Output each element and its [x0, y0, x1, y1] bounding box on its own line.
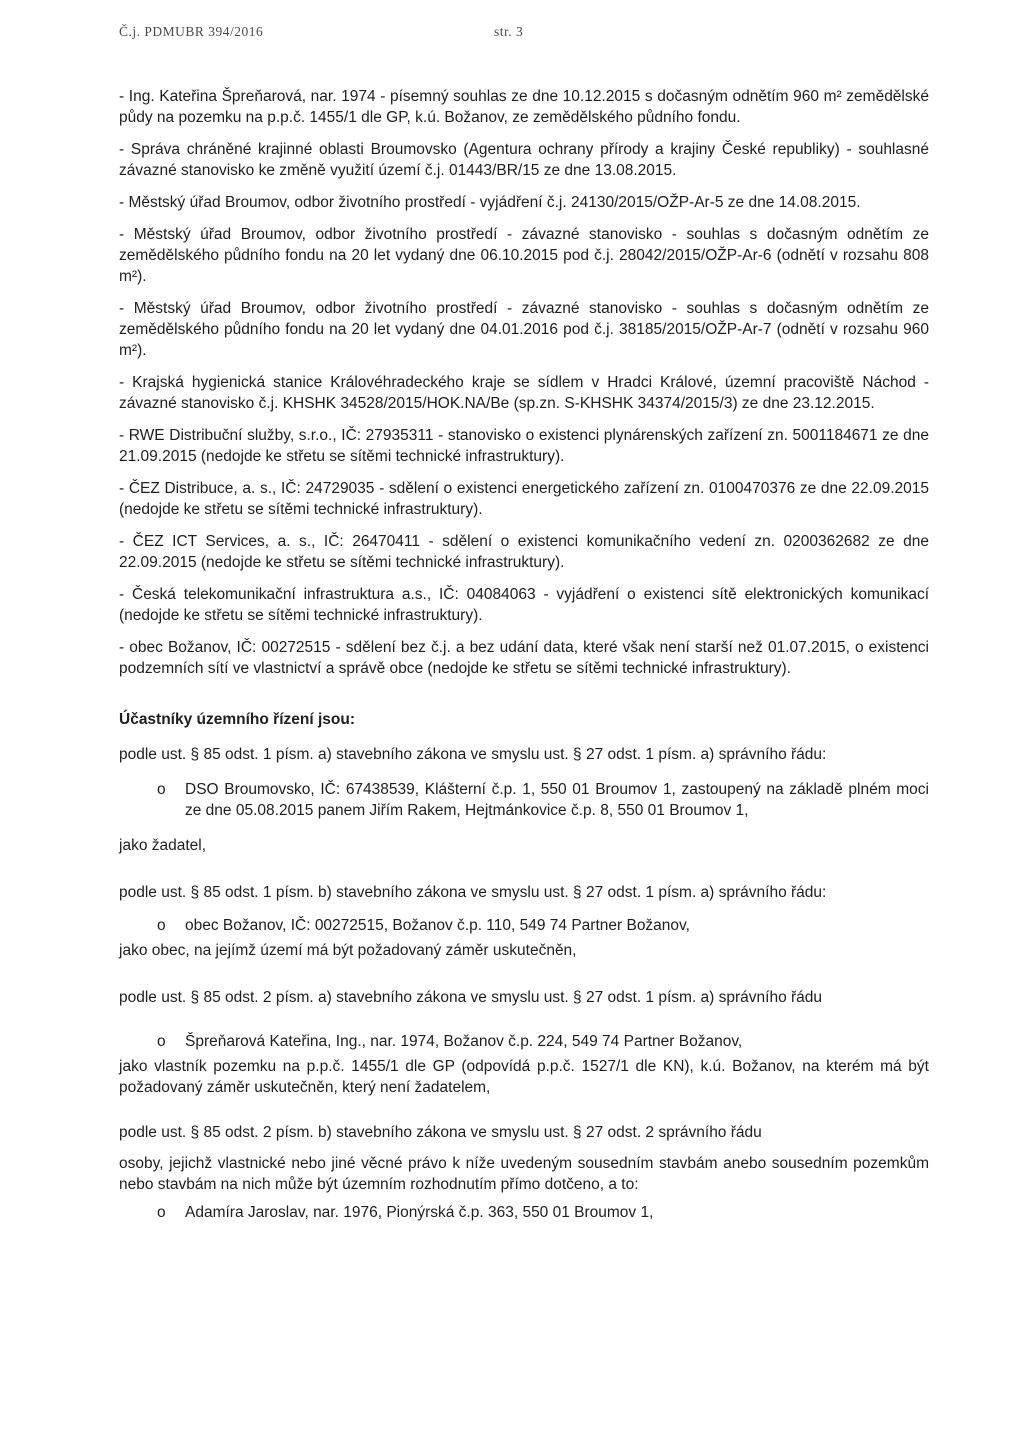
participant-role: jako vlastník pozemku na p.p.č. 1455/1 dle GP (odpovídá p.p.č. 1527/1 dle KN), k.ú. Božanov, na kterém má být požadovaný záměr uskutečněn, který není žadatelem, [119, 1058, 929, 1096]
section-title: Účastníky územního řízení jsou: [119, 711, 355, 728]
document-body [119, 86, 929, 1223]
participant-bullet [119, 915, 929, 936]
statement-item: - Krajská hygienická stanice Královéhradeckého kraje se sídlem v Hradci Králové, územní pracoviště Náchod - závazné stanovisko č.j. KHSHK 34528/2015/HOK.NA/Be (sp.zn. S-KHSHK 34374/2015/3) ze dne 23.12.2015. [119, 374, 929, 412]
participant-role: jako obec, na jejímž území má být požadovaný záměr uskutečněn, [119, 942, 577, 959]
participant-name: obec Božanov, IČ: 00272515, Božanov č.p. 110, 549 74 Partner Božanov, [185, 917, 690, 934]
statement-item: - RWE Distribuční služby, s.r.o., IČ: 27935311 - stanovisko o existenci plynárenských zařízení zn. 5001184671 ze dne 21.09.2015 (nedojde ke střetu se sítěmi technické infrastruktury). [119, 427, 929, 465]
bullet-marker: o [157, 917, 166, 934]
participant-group-intro: podle ust. § 85 odst. 1 písm. b) stavebního zákona ve smyslu ust. § 27 odst. 1 písm. a) správního řádu: [119, 884, 827, 901]
reference-number: Č.j. PDMUBR 394/2016 [119, 24, 264, 39]
participant-role: jako žadatel, [119, 837, 207, 854]
participant-bullet [119, 1031, 929, 1052]
statement-item: - Městský úřad Broumov, odbor životního prostředí - vyjádření č.j. 24130/2015/OŽP-Ar-5 ze dne 14.08.2015. [119, 194, 861, 211]
participant-group-intro: podle ust. § 85 odst. 1 písm. a) stavebního zákona ve smyslu ust. § 27 odst. 1 písm. a) správního řádu: [119, 746, 827, 763]
statement-item: - ČEZ ICT Services, a. s., IČ: 26470411 - sdělení o existenci komunikačního vedení zn. 0200362682 ze dne 22.09.2015 (nedojde ke střetu se sítěmi technické infrastruktury). [119, 533, 929, 571]
statement-item: - Městský úřad Broumov, odbor životního prostředí - závazné stanovisko - souhlas s dočasným odnětím ze zemědělského půdního fondu na 20 let vydaný dne 04.01.2016 pod č.j. 38185/2015/OŽP-Ar-7 (odnětí v rozsahu 960 m²). [119, 300, 929, 359]
participant-group-intro: podle ust. § 85 odst. 2 písm. b) stavebního zákona ve smyslu ust. § 27 odst. 2 správního řádu [119, 1124, 762, 1141]
page-header [119, 24, 524, 40]
bullet-marker: o [157, 1033, 166, 1050]
statement-item: - Česká telekomunikační infrastruktura a.s., IČ: 04084063 - vyjádření o existenci sítě elektronických komunikací (nedojde ke střetu se sítěmi technické infrastruktury). [119, 586, 929, 624]
participant-group-intro: podle ust. § 85 odst. 2 písm. a) stavebního zákona ve smyslu ust. § 27 odst. 1 písm. a) správního řádu [119, 989, 823, 1006]
participant-role: osoby, jejichž vlastnické nebo jiné věcné právo k níže uvedeným sousedním stavbám anebo sousedním pozemkům nebo stavbám na nich může být územním rozhodnutím přímo dotčeno, a to: [119, 1155, 929, 1193]
statement-item: - Ing. Kateřina Špreňarová, nar. 1974 - písemný souhlas ze dne 10.12.2015 s dočasným odnětím 960 m² zemědělské půdy na pozemku na p.p.č. 1455/1 dle GP, k.ú. Božanov, ze zemědělského půdního fondu. [119, 88, 929, 126]
participant-name: Špreňarová Kateřina, Ing., nar. 1974, Božanov č.p. 224, 549 74 Partner Božanov, [185, 1033, 743, 1050]
statement-item: - obec Božanov, IČ: 00272515 - sdělení bez č.j. a bez udání data, které však není starší než 01.07.2015, o existenci podzemních sítí ve vlastnictví a správě obce (nedojde ke střetu se sítěmi technické infrastruktury). [119, 639, 929, 677]
page-number: str. 3 [494, 24, 524, 39]
statement-item: - Správa chráněné krajinné oblasti Broumovsko (Agentura ochrany přírody a krajiny České republiky) - souhlasné závazné stanovisko ke změně využití území č.j. 01443/BR/15 ze dne 13.08.2015. [119, 141, 929, 179]
participant-bullet [119, 779, 929, 821]
participant-name: DSO Broumovsko, IČ: 67438539, Klášterní č.p. 1, 550 01 Broumov 1, zastoupený na základě plném moci ze dne 05.08.2015 panem Jiřím Rakem, Hejtmánkovice č.p. 8, 550 01 Broumov 1, [185, 781, 929, 819]
participant-bullet [119, 1202, 929, 1223]
bullet-marker: o [157, 1204, 166, 1221]
bullet-marker: o [157, 781, 166, 798]
statement-item: - ČEZ Distribuce, a. s., IČ: 24729035 - sdělení o existenci energetického zařízení zn. 0100470376 ze dne 22.09.2015 (nedojde ke střetu se sítěmi technické infrastruktury). [119, 480, 929, 518]
participant-name: Adamíra Jaroslav, nar. 1976, Pionýrská č.p. 363, 550 01 Broumov 1, [185, 1204, 654, 1221]
statement-item: - Městský úřad Broumov, odbor životního prostředí - závazné stanovisko - souhlas s dočasným odnětím ze zemědělského půdního fondu na 20 let vydaný dne 06.10.2015 pod č.j. 28042/2015/OŽP-Ar-6 (odnětí v rozsahu 808 m²). [119, 226, 929, 285]
